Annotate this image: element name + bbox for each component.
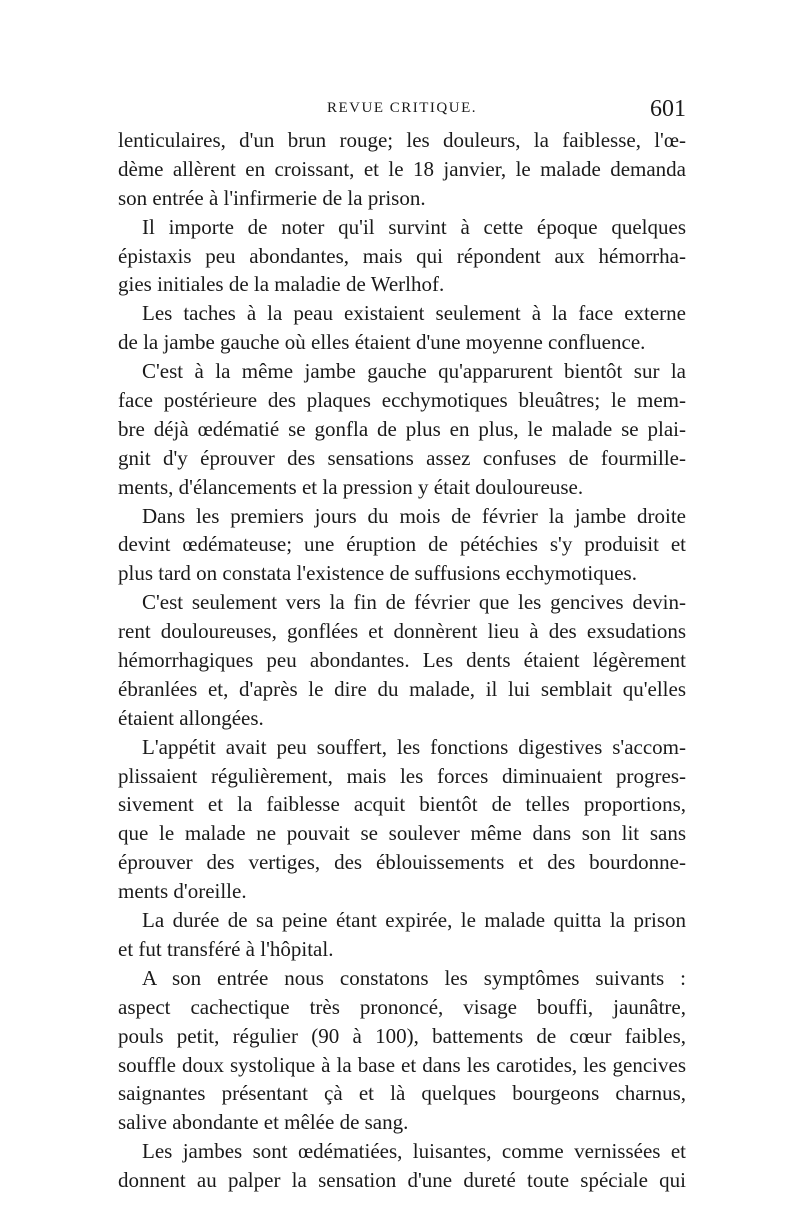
- paragraph-start-line: Dans les premiers jours du mois de février la jambe droite: [142, 503, 686, 528]
- text-line: aspect cachectique très prononcé, visage bouffi, jaunâtre,: [118, 994, 686, 1019]
- text-line: plus tard on constata l'existence de suffusions ecchymotiques.: [118, 561, 637, 586]
- page-number: 601: [650, 96, 686, 122]
- text-line: gies initiales de la maladie de Werlhof.: [118, 272, 445, 297]
- text-line: sivement et la faiblesse acquit bientôt de telles proportions,: [118, 792, 686, 817]
- text-line: ébranlées et, d'après le dire du malade, il lui semblait qu'elles: [118, 676, 686, 701]
- text-line: pouls petit, régulier (90 à 100), battements de cœur faibles,: [118, 1023, 686, 1048]
- text-line: et fut transféré à l'hôpital.: [118, 936, 334, 961]
- text-line: devint œdémateuse; une éruption de pétéchies s'y produisit et: [118, 532, 686, 557]
- text-line: hémorrhagiques peu abondantes. Les dents étaient légèrement: [118, 648, 686, 673]
- text-line: bre déjà œdématié se gonfla de plus en plus, le malade se plai-: [118, 416, 686, 441]
- text-line: son entrée à l'infirmerie de la prison.: [118, 185, 426, 210]
- running-title: REVUE CRITIQUE.: [327, 100, 477, 116]
- paragraph-start-line: Il importe de noter qu'il survint à cette époque quelques: [142, 214, 686, 239]
- paragraph-start-line: C'est seulement vers la fin de février que les gencives devin-: [142, 590, 686, 615]
- body-text: [118, 126, 686, 1195]
- running-head: [118, 96, 686, 126]
- text-line: éprouver des vertiges, des éblouissements et des bourdonne-: [118, 850, 686, 875]
- paragraph-start-line: Les taches à la peau existaient seulement à la face externe: [142, 301, 686, 326]
- text-line: de la jambe gauche où elles étaient d'une moyenne confluence.: [118, 330, 646, 355]
- text-line: donnent au palper la sensation d'une dureté toute spéciale qui: [118, 1168, 686, 1193]
- paragraph-start-line: La durée de sa peine étant expirée, le malade quitta la prison: [142, 908, 686, 933]
- text-line: étaient allongées.: [118, 705, 264, 730]
- text-line: face postérieure des plaques ecchymotiques bleuâtres; le mem-: [118, 388, 686, 413]
- text-line: lenticulaires, d'un brun rouge; les douleurs, la faiblesse, l'œ-: [118, 128, 686, 152]
- text-line: dème allèrent en croissant, et le 18 janvier, le malade demanda: [118, 156, 686, 181]
- text-line: ments d'oreille.: [118, 879, 247, 904]
- text-line: saignantes présentant çà et là quelques bourgeons charnus,: [118, 1081, 686, 1106]
- paragraph-start-line: A son entrée nous constatons les symptômes suivants :: [142, 965, 686, 990]
- text-line: souffle doux systolique à la base et dans les carotides, les gencives: [118, 1052, 686, 1077]
- paragraph-start-line: Les jambes sont œdématiées, luisantes, comme vernissées et: [142, 1139, 686, 1164]
- text-line: gnit d'y éprouver des sensations assez confuses de fourmille-: [118, 445, 686, 470]
- text-line: ments, d'élancements et la pression y était douloureuse.: [118, 474, 584, 499]
- text-line: rent douloureuses, gonflées et donnèrent lieu à des exsudations: [118, 619, 686, 644]
- paragraph-start-line: L'appétit avait peu souffert, les fonctions digestives s'accom-: [142, 734, 686, 759]
- paragraph-start-line: C'est à la même jambe gauche qu'apparurent bientôt sur la: [142, 359, 686, 384]
- text-line: épistaxis peu abondantes, mais qui répondent aux hémorrha-: [118, 243, 686, 268]
- text-line: que le malade ne pouvait se soulever même dans son lit sans: [118, 821, 686, 846]
- text-line: salive abondante et mêlée de sang.: [118, 1110, 409, 1135]
- text-line: plissaient régulièrement, mais les forces diminuaient progres-: [118, 763, 686, 788]
